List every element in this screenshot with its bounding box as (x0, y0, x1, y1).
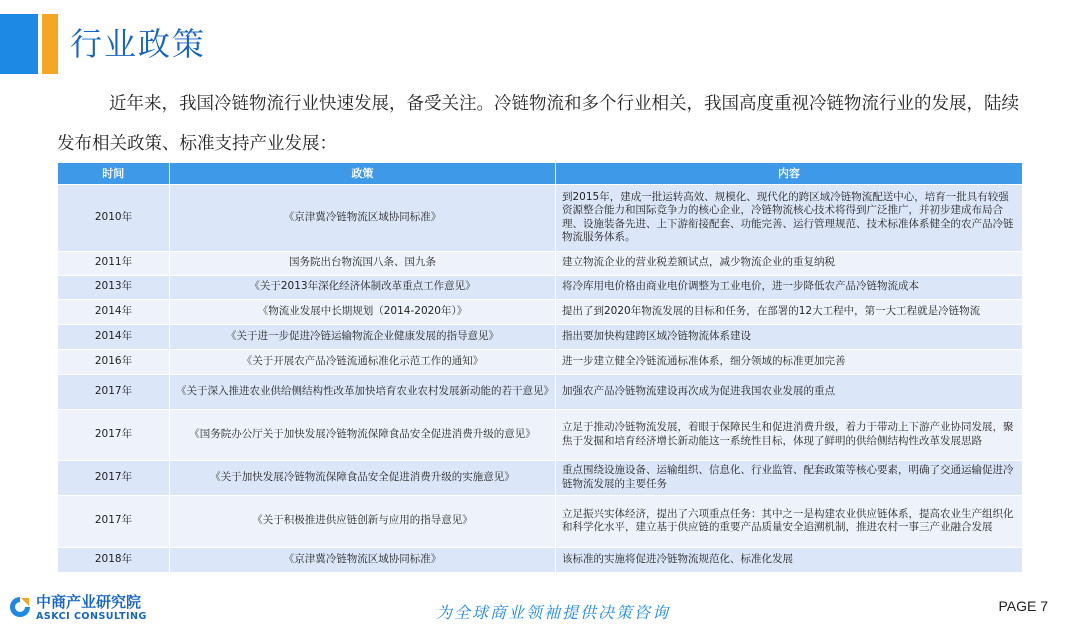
row-year: 2014年 (58, 324, 170, 349)
page-number: PAGE 7 (998, 598, 1048, 614)
table-row (58, 275, 1023, 299)
row-policy: 《关于2013年深化经济体制改革重点工作意见》 (170, 275, 556, 299)
table-row (58, 547, 1023, 572)
table-row (58, 349, 1023, 374)
row-policy: 《关于积极推进供应链创新与应用的指导意见》 (170, 495, 556, 547)
row-year: 2017年 (58, 409, 170, 460)
row-policy: 《关于加快发展冷链物流保障食品安全促进消费升级的实施意见》 (170, 460, 556, 495)
row-policy: 《物流业发展中长期规划（2014-2020年）》 (170, 299, 556, 324)
table-row (58, 460, 1023, 495)
row-content: 将冷库用电价格由商业电价调整为工业电价，进一步降低农产品冷链物流成本 (556, 275, 1023, 299)
row-content: 进一步建立健全冷链流通标准体系，细分领域的标准更加完善 (556, 349, 1023, 374)
row-year: 2013年 (58, 275, 170, 299)
row-year: 2018年 (58, 547, 170, 572)
row-content: 立足于推动冷链物流发展，着眼于保障民生和促进消费升级，着力于带动上下游产业协同发展，聚焦于发掘和培育经济增长新动能这一系统性目标，体现了鲜明的供给侧结构性改革发展思路 (556, 409, 1023, 460)
row-content: 该标准的实施将促进冷链物流规范化、标准化发展 (556, 547, 1023, 572)
row-year: 2017年 (58, 460, 170, 495)
row-policy: 《京津冀冷链物流区域协同标准》 (170, 547, 556, 572)
title-accent-blue (0, 14, 38, 74)
table-header-row (58, 163, 1023, 184)
row-policy: 《关于开展农产品冷链流通标准化示范工作的通知》 (170, 349, 556, 374)
row-content: 加强农产品冷链物流建设再次成为促进我国农业发展的重点 (556, 374, 1023, 409)
askci-logo-icon (8, 595, 32, 619)
column-header-time: 时间 (58, 163, 170, 184)
table-row (58, 495, 1023, 547)
row-content: 建立物流企业的营业税差额试点，减少物流企业的重复纳税 (556, 251, 1023, 275)
title-accent-orange (42, 14, 58, 74)
footer-brand (36, 594, 147, 623)
row-content: 立足振兴实体经济，提出了六项重点任务：其中之一是构建农业供应链体系，提高农业生产组织化和科学化水平，建立基于供应链的重要产品质量安全追溯机制，推进农村一事三产业融合发展 (556, 495, 1023, 547)
row-year: 2017年 (58, 374, 170, 409)
row-policy: 《关于深入推进农业供给侧结构性改革加快培育农业农村发展新动能的若干意见》 (170, 374, 556, 409)
row-year: 2010年 (58, 184, 170, 251)
footer-slogan: 为全球商业领袖提供决策咨询 (436, 603, 671, 622)
row-policy: 《关于进一步促进冷链运输物流企业健康发展的指导意见》 (170, 324, 556, 349)
row-policy: 《京津冀冷链物流区域协同标准》 (170, 184, 556, 251)
row-content: 指出要加快构建跨区域冷链物流体系建设 (556, 324, 1023, 349)
brand-name-cn: 中商产业研究院 (36, 593, 142, 611)
row-content: 到2015年，建成一批运转高效、规模化、现代化的跨区域冷链物流配送中心，培育一批具有较强资源整合能力和国际竞争力的核心企业，冷链物流核心技术将得到广泛推广，并初步建成布局合理、设施装备先进、上下游衔接配套、功能完善、运行管理规范、技术标准体系健全的农产品冷链物流服务体系。 (556, 184, 1023, 251)
column-header-policy: 政策 (170, 163, 556, 184)
row-content: 提出了到2020年物流发展的目标和任务，在部署的12大工程中，第一大工程就是冷链物流 (556, 299, 1023, 324)
row-policy: 国务院出台物流国八条、国九条 (170, 251, 556, 275)
row-content: 重点围绕设施设备、运输组织、信息化、行业监管、配套政策等核心要素，明确了交通运输促进冷链物流发展的主要任务 (556, 460, 1023, 495)
intro-paragraph: 近年来，我国冷链物流行业快速发展，备受关注。冷链物流和多个行业相关，我国高度重视冷链物流行业的发展，陆续发布相关政策、标准支持产业发展： (57, 94, 1019, 154)
table-row (58, 374, 1023, 409)
table-row (58, 184, 1023, 251)
row-year: 2014年 (58, 299, 170, 324)
brand-name-en: ASKCI CONSULTING (36, 611, 147, 622)
row-year: 2017年 (58, 495, 170, 547)
column-header-content: 内容 (556, 163, 1023, 184)
page-title: 行业政策 (70, 25, 207, 63)
table-row (58, 409, 1023, 460)
policy-table (57, 163, 1023, 573)
table-row (58, 251, 1023, 275)
table-row (58, 324, 1023, 349)
row-policy: 《国务院办公厅关于加快发展冷链物流保障食品安全促进消费升级的意见》 (170, 409, 556, 460)
row-year: 2016年 (58, 349, 170, 374)
row-year: 2011年 (58, 251, 170, 275)
table-row (58, 299, 1023, 324)
